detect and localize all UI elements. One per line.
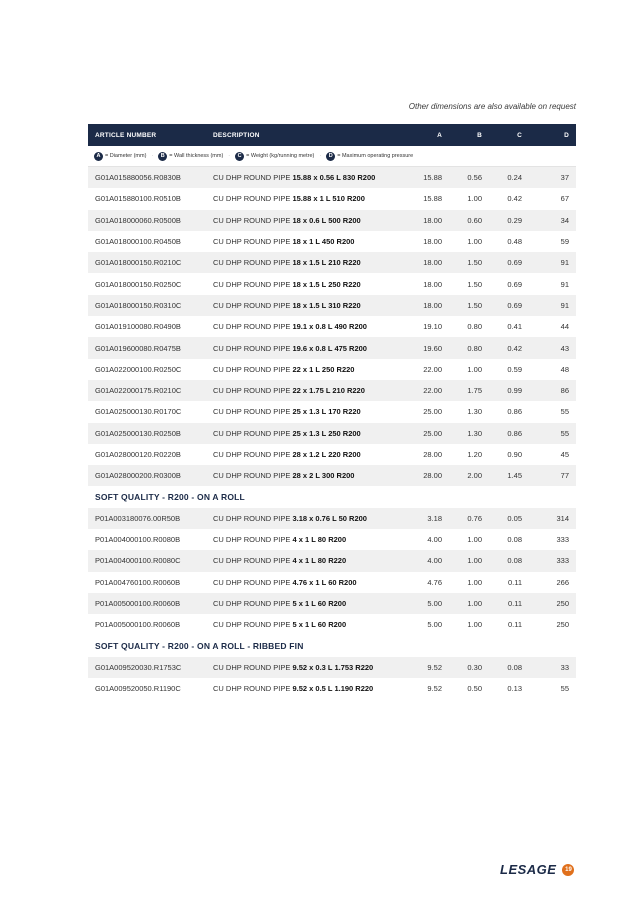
description-spec: 15.88 x 0.56 L 830 R200 [292, 173, 376, 183]
description-cell [206, 578, 402, 587]
diameter-cell: 9.52 [427, 662, 442, 672]
max-pressure-cell: 333 [556, 535, 569, 545]
table-row [88, 657, 576, 678]
diameter-cell: 4.76 [427, 577, 442, 587]
weight-cell: 0.69 [507, 300, 522, 310]
wall-thickness-cell: 1.50 [467, 279, 482, 289]
description-prefix: CU DHP ROUND PIPE [213, 662, 293, 672]
wall-thickness-cell: 1.00 [467, 556, 482, 566]
diameter-cell: 18.00 [423, 279, 442, 289]
max-pressure-cell: 67 [560, 194, 569, 204]
header-a: A [437, 131, 442, 139]
description-cell [206, 620, 402, 629]
column-legend [88, 146, 576, 167]
wall-thickness-cell: 1.00 [467, 364, 482, 374]
article-number-cell: G01A028000120.R0220B [95, 450, 181, 459]
table-row [88, 614, 576, 635]
weight-cell: 0.42 [507, 194, 522, 204]
brand-wordmark: LESAGE [500, 862, 557, 877]
description-prefix: CU DHP ROUND PIPE [213, 577, 293, 587]
description-prefix: CU DHP ROUND PIPE [213, 599, 293, 609]
article-number-cell: G01A009520030.R1753C [95, 662, 182, 672]
max-pressure-cell: 43 [560, 343, 569, 353]
table-row [88, 231, 576, 252]
weight-cell: 0.11 [507, 620, 522, 630]
diameter-cell: 22.00 [423, 364, 442, 374]
article-number-cell: P01A004000100.R0080C [95, 556, 181, 566]
weight-cell: 0.08 [507, 556, 522, 566]
description-spec: 18 x 1 L 450 R200 [292, 237, 355, 247]
wall-thickness-cell: 1.00 [467, 535, 482, 545]
weight-cell: 0.08 [507, 662, 522, 672]
description-cell [206, 365, 402, 374]
diameter-cell: 18.00 [423, 237, 442, 247]
diameter-cell: 25.00 [423, 428, 442, 438]
description-spec: 18 x 1.5 L 250 R220 [292, 279, 361, 289]
wall-thickness-cell: 1.50 [467, 258, 482, 268]
article-number-cell: P01A005000100.R0060B [95, 620, 181, 630]
article-number-cell: G01A022000175.R0210C [95, 386, 182, 396]
diameter-cell: 3.18 [427, 513, 442, 523]
article-number-cell: G01A025000130.R0170C [95, 407, 182, 417]
max-pressure-cell: 45 [560, 450, 569, 459]
brand-logo [500, 862, 574, 877]
description-cell [206, 258, 402, 267]
weight-cell: 0.08 [507, 535, 522, 545]
description-cell [206, 237, 402, 246]
description-cell [206, 514, 402, 523]
wall-thickness-cell: 0.56 [467, 173, 482, 183]
legend-item [326, 152, 413, 161]
table-row [88, 295, 576, 316]
description-cell [206, 301, 402, 310]
article-number-cell: G01A018000150.R0310C [95, 300, 182, 310]
max-pressure-cell: 44 [560, 322, 569, 332]
diameter-cell: 15.88 [423, 173, 442, 183]
header-article-number: ARTICLE NUMBER [95, 131, 157, 139]
legend-item [158, 152, 223, 161]
diameter-cell: 4.00 [427, 556, 442, 566]
description-spec: 3.18 x 0.76 L 50 R200 [292, 513, 367, 523]
table-body-hard [88, 167, 576, 486]
description-prefix: CU DHP ROUND PIPE [213, 407, 293, 417]
description-cell [206, 535, 402, 544]
article-number-cell: P01A005000100.R0060B [95, 599, 181, 609]
max-pressure-cell: 266 [556, 577, 569, 587]
weight-cell: 0.99 [507, 386, 522, 396]
description-prefix: CU DHP ROUND PIPE [213, 300, 293, 310]
description-prefix: CU DHP ROUND PIPE [213, 386, 293, 396]
description-spec: 18 x 1.5 L 210 R220 [292, 258, 361, 268]
article-number-cell: G01A015880056.R0830B [95, 173, 181, 183]
description-prefix: CU DHP ROUND PIPE [213, 237, 293, 247]
diameter-cell: 19.60 [423, 343, 442, 353]
description-spec: 9.52 x 0.3 L 1.753 R220 [292, 662, 374, 672]
article-number-cell: G01A022000100.R0250C [95, 364, 182, 374]
article-number-cell: G01A018000060.R0500B [95, 215, 181, 225]
description-spec: 4 x 1 L 80 R200 [292, 535, 347, 545]
wall-thickness-cell: 2.00 [467, 471, 482, 481]
wall-thickness-cell: 0.76 [467, 513, 482, 523]
table-row [88, 401, 576, 422]
description-cell [206, 322, 402, 331]
table-header [88, 124, 576, 146]
diameter-cell: 4.00 [427, 535, 442, 545]
description-prefix: CU DHP ROUND PIPE [213, 322, 293, 332]
table-row [88, 380, 576, 401]
article-number-cell: G01A019600080.R0475B [95, 343, 181, 353]
description-prefix: CU DHP ROUND PIPE [213, 513, 293, 523]
table-row [88, 423, 576, 444]
table-row [88, 593, 576, 614]
section-heading-ribbed-fin: SOFT QUALITY - R200 - ON A ROLL - RIBBED FIN [95, 641, 304, 652]
legend-badge-c: C [235, 152, 244, 161]
table-body-ribbed-fin [88, 657, 576, 700]
legend-text: = Diameter (mm) [105, 153, 147, 159]
wall-thickness-cell: 1.00 [467, 599, 482, 609]
table-row [88, 550, 576, 571]
header-d: D [564, 131, 569, 139]
table-row [88, 273, 576, 294]
description-spec: 19.6 x 0.8 L 475 R200 [292, 343, 367, 353]
max-pressure-cell: 55 [560, 684, 569, 694]
description-prefix: CU DHP ROUND PIPE [213, 535, 293, 545]
description-cell [206, 450, 402, 459]
weight-cell: 0.11 [507, 599, 522, 609]
article-number-cell: G01A018000100.R0450B [95, 237, 181, 247]
description-prefix: CU DHP ROUND PIPE [213, 556, 293, 566]
description-prefix: CU DHP ROUND PIPE [213, 450, 293, 459]
wall-thickness-cell: 1.30 [467, 407, 482, 417]
max-pressure-cell: 91 [560, 258, 569, 268]
weight-cell: 0.11 [507, 577, 522, 587]
description-spec: 5 x 1 L 60 R200 [292, 599, 347, 609]
header-c: C [517, 131, 522, 139]
header-description: DESCRIPTION [213, 131, 260, 139]
wall-thickness-cell: 1.00 [467, 237, 482, 247]
wall-thickness-cell: 0.80 [467, 343, 482, 353]
description-cell [206, 280, 402, 289]
description-cell [206, 386, 402, 395]
article-number-cell: G01A015880100.R0510B [95, 194, 181, 204]
description-spec: 28 x 1.2 L 220 R200 [292, 450, 361, 459]
table-row [88, 444, 576, 465]
section-heading-soft-roll: SOFT QUALITY - R200 - ON A ROLL [95, 492, 245, 503]
legend-separator: · [151, 153, 154, 159]
description-cell [206, 684, 402, 693]
legend-item [94, 152, 146, 161]
table-row [88, 529, 576, 550]
description-spec: 22 x 1 L 250 R220 [292, 364, 355, 374]
weight-cell: 0.24 [507, 173, 522, 183]
table-row [88, 508, 576, 529]
weight-cell: 0.48 [507, 237, 522, 247]
weight-cell: 0.29 [507, 215, 522, 225]
legend-separator: · [228, 153, 231, 159]
legend-badge-a: A [94, 152, 103, 161]
description-spec: 22 x 1.75 L 210 R220 [292, 386, 365, 396]
description-cell [206, 407, 402, 416]
description-prefix: CU DHP ROUND PIPE [213, 343, 293, 353]
table-row [88, 210, 576, 231]
diameter-cell: 15.88 [423, 194, 442, 204]
description-spec: 25 x 1.3 L 250 R200 [292, 428, 361, 438]
weight-cell: 0.86 [507, 428, 522, 438]
legend-item [235, 152, 314, 161]
max-pressure-cell: 48 [560, 364, 569, 374]
max-pressure-cell: 91 [560, 279, 569, 289]
legend-text: = Maximum operating pressure [337, 153, 414, 159]
article-number-cell: G01A009520050.R1190C [95, 684, 181, 694]
max-pressure-cell: 55 [560, 407, 569, 417]
weight-cell: 0.86 [507, 407, 522, 417]
weight-cell: 0.69 [507, 258, 522, 268]
weight-cell: 0.41 [507, 322, 522, 332]
article-number-cell: P01A004760100.R0060B [95, 577, 181, 587]
diameter-cell: 5.00 [427, 599, 442, 609]
description-prefix: CU DHP ROUND PIPE [213, 471, 293, 481]
article-number-cell: G01A018000150.R0210C [95, 258, 182, 268]
legend-badge-d: D [326, 152, 335, 161]
diameter-cell: 18.00 [423, 258, 442, 268]
max-pressure-cell: 33 [560, 662, 569, 672]
pipe-table [88, 124, 576, 699]
description-spec: 18 x 1.5 L 310 R220 [292, 300, 361, 310]
description-cell [206, 216, 402, 225]
weight-cell: 0.69 [507, 279, 522, 289]
wall-thickness-cell: 0.80 [467, 322, 482, 332]
max-pressure-cell: 250 [556, 599, 569, 609]
description-spec: 18 x 0.6 L 500 R200 [292, 215, 361, 225]
table-body-soft-roll [88, 508, 576, 636]
legend-text: = Weight (kg/running metre) [246, 153, 315, 159]
article-number-cell: G01A028000200.R0300B [95, 471, 181, 481]
diameter-cell: 25.00 [423, 407, 442, 417]
description-spec: 15.88 x 1 L 510 R200 [292, 194, 365, 204]
article-number-cell: G01A018000150.R0250C [95, 279, 182, 289]
weight-cell: 0.05 [507, 513, 522, 523]
table-row [88, 359, 576, 380]
table-row [88, 337, 576, 358]
table-row [88, 678, 576, 699]
max-pressure-cell: 59 [560, 237, 569, 247]
wall-thickness-cell: 1.50 [467, 300, 482, 310]
max-pressure-cell: 91 [560, 300, 569, 310]
weight-cell: 0.90 [507, 450, 522, 459]
max-pressure-cell: 34 [560, 215, 569, 225]
wall-thickness-cell: 0.30 [467, 662, 482, 672]
article-number-cell: P01A004000100.R0080B [95, 535, 181, 545]
table-row [88, 167, 576, 188]
description-prefix: CU DHP ROUND PIPE [213, 194, 293, 204]
description-prefix: CU DHP ROUND PIPE [213, 258, 293, 268]
table-row [88, 572, 576, 593]
diameter-cell: 18.00 [423, 300, 442, 310]
description-spec: 25 x 1.3 L 170 R220 [292, 407, 361, 417]
wall-thickness-cell: 1.00 [467, 194, 482, 204]
wall-thickness-cell: 1.30 [467, 428, 482, 438]
weight-cell: 0.13 [507, 684, 522, 694]
max-pressure-cell: 250 [556, 620, 569, 630]
table-row [88, 465, 576, 486]
weight-cell: 0.42 [507, 343, 522, 353]
description-cell [206, 344, 402, 353]
availability-note: Other dimensions are also available on request [408, 102, 576, 111]
diameter-cell: 19.10 [423, 322, 442, 332]
description-cell [206, 173, 402, 182]
wall-thickness-cell: 0.50 [467, 684, 482, 694]
legend-text: = Wall thickness (mm) [169, 153, 224, 159]
diameter-cell: 28.00 [423, 471, 442, 481]
description-prefix: CU DHP ROUND PIPE [213, 215, 293, 225]
description-cell [206, 194, 402, 203]
max-pressure-cell: 314 [556, 513, 569, 523]
table-row [88, 252, 576, 273]
description-prefix: CU DHP ROUND PIPE [213, 428, 293, 438]
description-cell [206, 556, 402, 565]
diameter-cell: 28.00 [423, 450, 442, 459]
header-b: B [477, 131, 482, 139]
legend-badge-b: B [158, 152, 167, 161]
description-cell [206, 599, 402, 608]
wall-thickness-cell: 0.60 [467, 215, 482, 225]
description-spec: 28 x 2 L 300 R200 [292, 471, 355, 481]
description-prefix: CU DHP ROUND PIPE [213, 364, 293, 374]
description-spec: 5 x 1 L 60 R200 [292, 620, 347, 630]
description-spec: 4 x 1 L 80 R220 [292, 556, 347, 566]
description-cell [206, 471, 402, 480]
table-row [88, 188, 576, 209]
diameter-cell: 9.52 [427, 684, 442, 694]
description-spec: 19.1 x 0.8 L 490 R200 [292, 322, 367, 332]
description-spec: 4.76 x 1 L 60 R200 [292, 577, 357, 587]
max-pressure-cell: 55 [560, 428, 569, 438]
description-cell [206, 429, 402, 438]
page-number-badge: 19 [562, 864, 574, 876]
wall-thickness-cell: 1.75 [467, 386, 482, 396]
description-cell [206, 663, 402, 672]
description-prefix: CU DHP ROUND PIPE [213, 279, 293, 289]
description-prefix: CU DHP ROUND PIPE [213, 173, 293, 183]
legend-separator: · [319, 153, 322, 159]
wall-thickness-cell: 1.00 [467, 577, 482, 587]
weight-cell: 1.45 [507, 471, 522, 481]
description-prefix: CU DHP ROUND PIPE [213, 620, 293, 630]
description-spec: 9.52 x 0.5 L 1.190 R220 [292, 684, 374, 694]
diameter-cell: 22.00 [423, 386, 442, 396]
table-row [88, 316, 576, 337]
article-number-cell: G01A025000130.R0250B [95, 428, 181, 438]
weight-cell: 0.59 [507, 364, 522, 374]
article-number-cell: P01A003180076.00R50B [95, 513, 181, 523]
max-pressure-cell: 77 [560, 471, 569, 481]
max-pressure-cell: 86 [560, 386, 569, 396]
max-pressure-cell: 333 [556, 556, 569, 566]
article-number-cell: G01A019100080.R0490B [95, 322, 181, 332]
diameter-cell: 5.00 [427, 620, 442, 630]
diameter-cell: 18.00 [423, 215, 442, 225]
description-prefix: CU DHP ROUND PIPE [213, 684, 293, 694]
wall-thickness-cell: 1.20 [467, 450, 482, 459]
max-pressure-cell: 37 [560, 173, 569, 183]
wall-thickness-cell: 1.00 [467, 620, 482, 630]
